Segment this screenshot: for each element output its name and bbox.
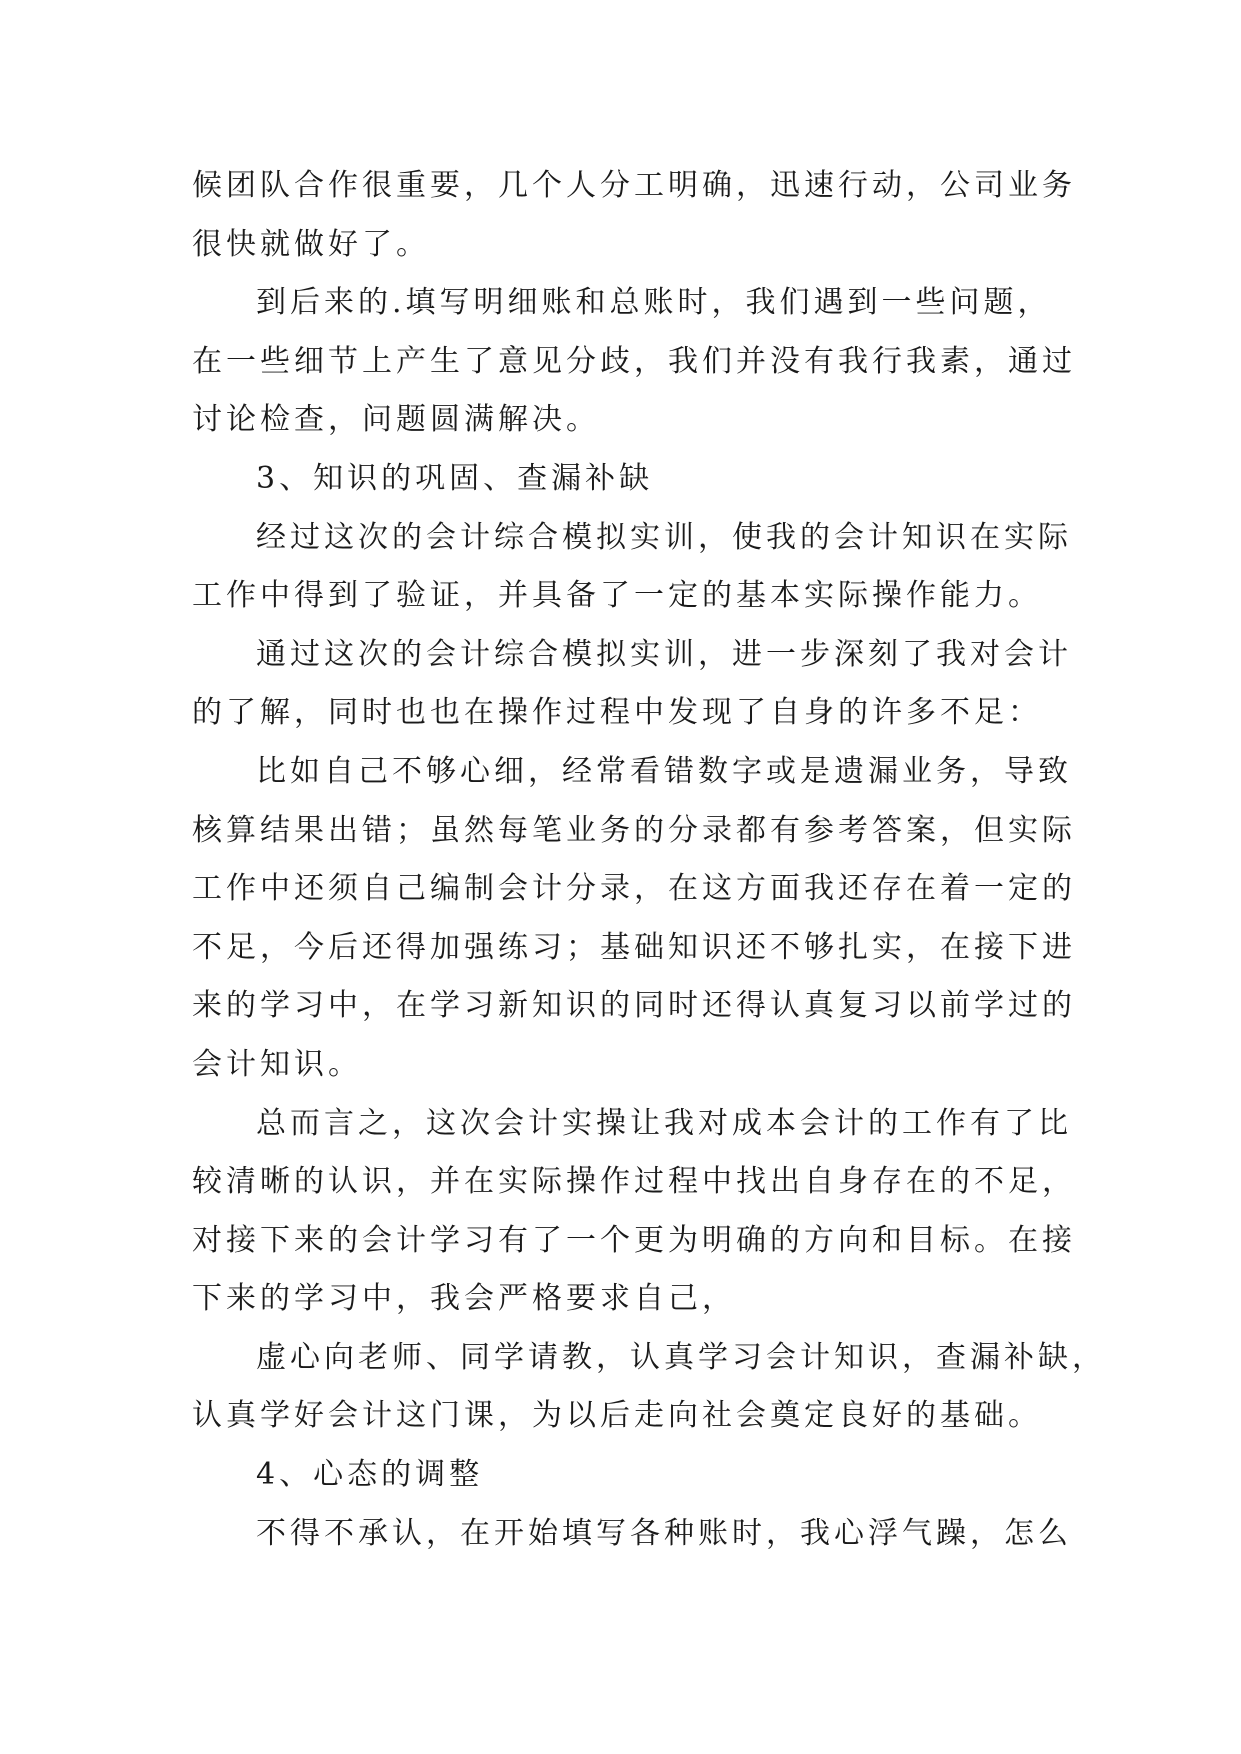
text-line: 来的学习中，在学习新知识的同时还得认真复习以前学过的 [192,988,1076,1024]
text-line: 在一些细节上产生了意见分歧，我们并没有我行我素，通过 [192,343,1076,379]
paragraph-start-line: 总而言之，这次会计实操让我对成本会计的工作有了比 [256,1105,1072,1141]
text-line: 讨论检查，问题圆满解决。 [192,402,600,438]
text-line: 下来的学习中，我会严格要求自己， [192,1281,736,1317]
paragraph-start-line: 比如自己不够心细，经常看错数字或是遗漏业务，导致 [256,753,1072,789]
text-line: 较清晰的认识，并在实际操作过程中找出自身存在的不足， [192,1164,1076,1200]
text-line: 工作中得到了验证，并具备了一定的基本实际操作能力。 [192,578,1042,614]
paragraph-start-line: 不得不承认，在开始填写各种账时，我心浮气躁，怎么 [256,1515,1072,1551]
section-heading: 3、知识的巩固、查漏补缺 [256,460,654,496]
text-line: 核算结果出错；虽然每笔业务的分录都有参考答案，但实际 [192,812,1076,848]
text-line: 会计知识。 [192,1046,362,1082]
text-line: 很快就做好了。 [192,226,430,262]
paragraph-start-line: 到后来的.填写明细账和总账时，我们遇到一些问题， [256,285,1052,321]
text-line: 的了解，同时也也在操作过程中发现了自身的许多不足： [192,695,1042,731]
text-line: 不足，今后还得加强练习；基础知识还不够扎实，在接下进 [192,929,1076,965]
section-heading: 4、心态的调整 [256,1457,484,1493]
paragraph-start-line: 虚心向老师、同学请教，认真学习会计知识，查漏补缺， [256,1339,1106,1375]
text-line: 工作中还须自己编制会计分录，在这方面我还存在着一定的 [192,871,1076,907]
paragraph-start-line: 经过这次的会计综合模拟实训，使我的会计知识在实际 [256,519,1072,555]
document-body [192,157,1106,1563]
text-line: 认真学好会计这门课，为以后走向社会奠定良好的基础。 [192,1398,1042,1434]
text-line: 对接下来的会计学习有了一个更为明确的方向和目标。在接 [192,1222,1076,1258]
text-line: 候团队合作很重要，几个人分工明确，迅速行动，公司业务 [192,168,1076,203]
paragraph-start-line: 通过这次的会计综合模拟实训，进一步深刻了我对会计 [256,636,1072,672]
